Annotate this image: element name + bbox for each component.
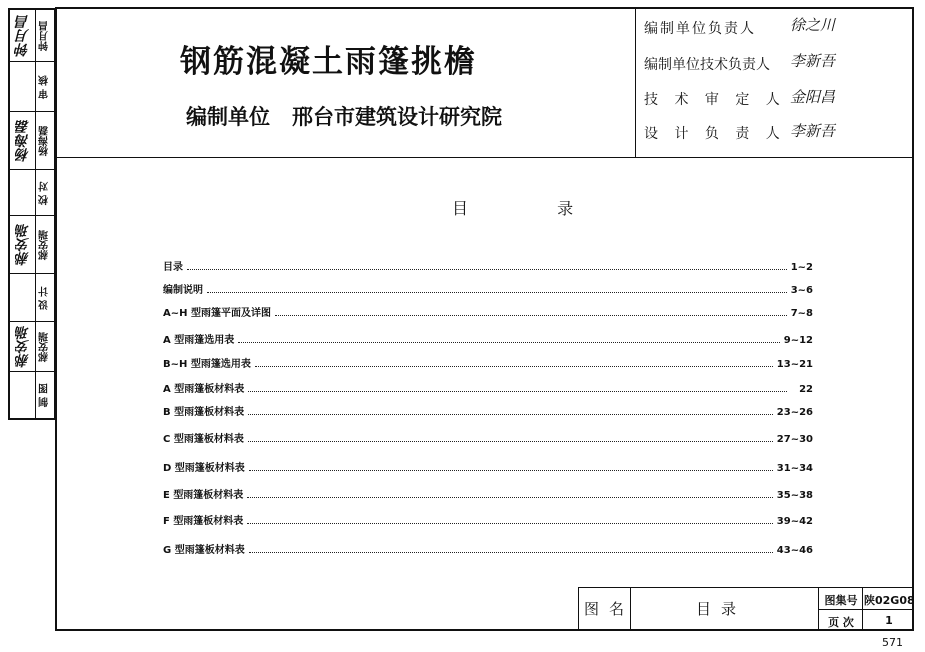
sidebar-label: 校 对 — [39, 181, 51, 205]
sidebar-signature: 杨海磊 — [15, 120, 31, 162]
sidebar-cell — [10, 112, 54, 170]
page-value: 1 — [885, 614, 893, 627]
toc-entry-label: A 型雨篷选用表 — [163, 335, 235, 346]
signature-sidebar — [8, 8, 56, 420]
header-bottom-rule — [55, 157, 914, 158]
org-name: 邢台市建筑设计研究院 — [292, 105, 502, 129]
sidebar-label: 郝安瑞 — [39, 332, 51, 362]
sidebar-cell — [10, 216, 54, 274]
toc-entry-label: B 型雨篷板材料表 — [163, 407, 245, 418]
toc-entry-pages: 43~46 — [776, 545, 813, 556]
sidebar-cell — [10, 10, 54, 62]
signature-role: 技 术 审 定 人 — [644, 92, 786, 108]
org-label: 编制单位 — [186, 105, 270, 129]
toc-entry-label: D 型雨篷板材料表 — [163, 463, 245, 474]
sidebar-cell — [10, 274, 54, 322]
toc-entry-pages: 27~30 — [776, 434, 813, 445]
toc-leader-dots — [275, 315, 787, 316]
toc-entry-pages: 35~38 — [776, 490, 813, 501]
toc-entry[interactable] — [163, 513, 813, 527]
toc-entry-label: G 型雨篷板材料表 — [163, 545, 245, 556]
title-block-mid-rule — [818, 609, 914, 610]
toc-entry-label: E 型雨篷板材料表 — [163, 490, 244, 501]
sidebar-signature: 钟月昌 — [15, 15, 31, 57]
toc-entry[interactable] — [163, 542, 813, 556]
toc-entry-pages: 22 — [799, 384, 813, 395]
toc-entry[interactable] — [163, 431, 813, 445]
page-title: 钢筋混凝土雨篷挑檐 — [180, 44, 477, 80]
sidebar-cell — [10, 322, 54, 372]
toc-entry-pages: 39~42 — [776, 516, 813, 527]
toc-leader-dots — [249, 470, 773, 471]
sidebar-signature: 郝安瑞 — [15, 224, 31, 266]
toc-entry-pages: 1~2 — [790, 262, 813, 273]
signature-value: 李新吾 — [790, 122, 836, 140]
sidebar-label: 郝安瑞 — [39, 230, 51, 260]
sidebar-label: 钟月昌 — [39, 21, 51, 51]
sheet-number: 571 — [882, 636, 903, 649]
signature-value: 李新吾 — [790, 52, 836, 70]
sidebar-label: 杨海磊 — [39, 126, 51, 156]
toc-entry[interactable] — [163, 282, 813, 296]
toc-leader-dots — [247, 523, 772, 524]
toc-entry-pages: 31~34 — [776, 463, 813, 474]
sidebar-label: 制 图 — [39, 383, 51, 407]
toc-entry-label: 目录 — [163, 262, 183, 273]
title-block-name-value: 目录 — [696, 600, 747, 618]
sidebar-label: 设 计 — [39, 286, 51, 310]
toc-entry[interactable] — [163, 305, 813, 319]
toc-leader-dots — [249, 552, 773, 553]
toc-entry[interactable] — [163, 356, 813, 370]
header-divider — [635, 7, 636, 158]
signature-value: 徐之川 — [790, 16, 836, 34]
title-block-name-label: 图名 — [584, 600, 635, 618]
toc-leader-dots — [187, 269, 787, 270]
toc-entry-label: C 型雨篷板材料表 — [163, 434, 244, 445]
toc-leader-dots — [207, 292, 787, 293]
atlas-label: 图集号 — [824, 594, 858, 607]
atlas-number: 陕02G08 — [864, 594, 915, 607]
title-block-left-rule — [578, 587, 579, 631]
toc-entry[interactable] — [163, 332, 813, 346]
toc-entry-label: A~H 型雨篷平面及详图 — [163, 308, 271, 319]
toc-entry-label: A 型雨篷板材料表 — [163, 384, 245, 395]
toc-entry[interactable] — [163, 460, 813, 474]
toc-leader-dots — [247, 497, 772, 498]
sidebar-cell — [10, 62, 54, 112]
toc-leader-dots — [255, 366, 773, 367]
toc-leader-dots — [248, 441, 773, 442]
toc-entry[interactable] — [163, 381, 813, 395]
toc-entry-pages: 13~21 — [776, 359, 813, 370]
signature-role: 编制单位负责人 — [644, 21, 756, 37]
sidebar-cell — [10, 170, 54, 216]
toc-entry-label: 编制说明 — [163, 285, 203, 296]
organization-line — [186, 101, 502, 131]
toc-entry[interactable] — [163, 487, 813, 501]
title-block-top-rule — [578, 587, 914, 588]
sidebar-label: 审 核 — [39, 75, 51, 99]
signature-role: 设 计 负 责 人 — [644, 126, 786, 142]
signature-value: 金阳昌 — [790, 88, 836, 106]
toc-entry[interactable] — [163, 404, 813, 418]
toc-entry[interactable] — [163, 259, 813, 273]
toc-entry-pages: 23~26 — [776, 407, 813, 418]
toc-leader-dots — [248, 414, 773, 415]
toc-entry-pages: 7~8 — [790, 308, 813, 319]
toc-leader-dots — [238, 342, 780, 343]
toc-leader-dots — [248, 391, 787, 392]
toc-entry-pages: 3~6 — [790, 285, 813, 296]
sidebar-signature: 郝安瑞 — [15, 326, 31, 368]
toc-entry-label: F 型雨篷板材料表 — [163, 516, 244, 527]
toc-title: 目 录 — [452, 199, 616, 218]
signature-role: 编制单位技术负责人 — [644, 57, 770, 73]
toc-entry-pages: 9~12 — [783, 335, 813, 346]
toc-entry-label: B~H 型雨篷选用表 — [163, 359, 251, 370]
page-label: 页 次 — [828, 616, 854, 629]
sidebar-cell — [10, 372, 54, 418]
